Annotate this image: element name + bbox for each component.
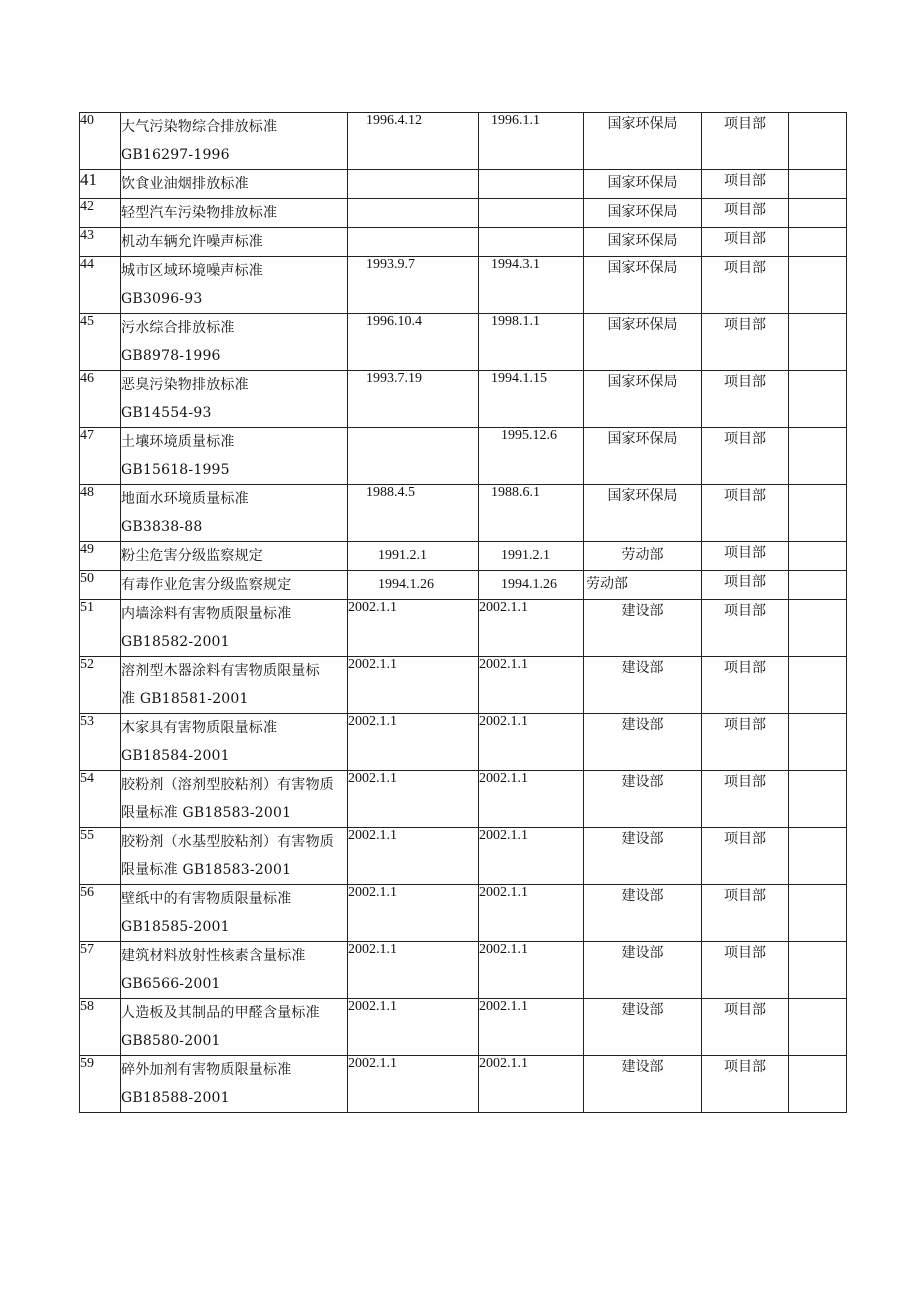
row-number (80, 600, 121, 657)
issuing-department (584, 657, 702, 714)
effective-date (479, 885, 584, 942)
issue-date (348, 885, 479, 942)
remarks-cell (789, 771, 847, 828)
responsible-party (702, 828, 789, 885)
standard-code-line2: 限量标准 GB18583-2001 (121, 805, 292, 821)
row-number (80, 199, 121, 228)
row-number (80, 228, 121, 257)
standard-code-line2: GB8978-1996 (121, 348, 221, 364)
standards-table (79, 112, 847, 1113)
issuing-department-text: 劳动部 (621, 547, 664, 563)
remarks-cell (789, 657, 847, 714)
issue-date (348, 600, 479, 657)
issuing-department (584, 999, 702, 1056)
responsible-party-text: 项目部 (724, 774, 766, 790)
responsible-party (702, 428, 789, 485)
row-number-text: 57 (80, 942, 94, 957)
effective-date (479, 257, 584, 314)
remarks-cell (789, 113, 847, 170)
standard-code-line2: 限量标准 GB18583-2001 (121, 862, 292, 878)
standard-name-line1: 城市区域环境噪声标准 (121, 263, 263, 279)
standard-name (121, 714, 348, 771)
table-row (80, 714, 847, 771)
issuing-department (584, 485, 702, 542)
issue-date (348, 228, 479, 257)
row-number-text: 42 (80, 199, 94, 214)
row-number-text: 56 (80, 885, 94, 900)
row-number-text: 41 (80, 170, 97, 189)
effective-date (479, 485, 584, 542)
responsible-party-text: 项目部 (724, 202, 766, 218)
issuing-department-text: 国家环保局 (607, 260, 678, 276)
remarks-cell (789, 371, 847, 428)
issue-date (348, 828, 479, 885)
standard-code-line2: GB18585-2001 (121, 919, 230, 935)
responsible-party (702, 228, 789, 257)
issuing-department (584, 542, 702, 571)
issuing-department-text: 国家环保局 (607, 116, 678, 132)
issuing-department-text: 建设部 (621, 774, 664, 790)
issue-date-text: 1996.4.12 (366, 113, 422, 128)
issuing-department-text: 国家环保局 (607, 488, 678, 504)
standard-name-line1: 饮食业油烟排放标准 (121, 176, 249, 192)
issuing-department (584, 257, 702, 314)
row-number-text: 59 (80, 1056, 94, 1071)
remarks-cell (789, 170, 847, 199)
remarks-cell (789, 999, 847, 1056)
effective-date-text: 2002.1.1 (479, 828, 528, 843)
row-number-text: 52 (80, 657, 94, 672)
effective-date-text: 2002.1.1 (479, 885, 528, 900)
responsible-party (702, 257, 789, 314)
row-number-text: 51 (80, 600, 94, 615)
table-row (80, 228, 847, 257)
row-number-text: 43 (80, 228, 94, 243)
row-number (80, 828, 121, 885)
standard-name (121, 600, 348, 657)
effective-date (479, 600, 584, 657)
effective-date-text: 1996.1.1 (491, 113, 540, 128)
standard-code-line2: 准 GB18581-2001 (121, 691, 249, 707)
remarks-cell (789, 228, 847, 257)
standard-name-line1: 土壤环境质量标准 (121, 434, 235, 450)
effective-date (479, 542, 584, 571)
issue-date-text: 1994.1.26 (378, 577, 434, 592)
standard-name (121, 942, 348, 999)
effective-date (479, 371, 584, 428)
remarks-cell (789, 828, 847, 885)
standard-name (121, 542, 348, 571)
standard-name-line1: 有毒作业危害分级监察规定 (121, 577, 292, 593)
issue-date-text: 2002.1.1 (348, 657, 397, 672)
row-number-text: 44 (80, 257, 94, 272)
issuing-department (584, 571, 702, 600)
row-number (80, 485, 121, 542)
responsible-party (702, 1056, 789, 1113)
issue-date-text: 2002.1.1 (348, 714, 397, 729)
issue-date-text: 1988.4.5 (366, 485, 415, 500)
row-number (80, 999, 121, 1056)
issuing-department (584, 714, 702, 771)
issuing-department (584, 428, 702, 485)
effective-date-text: 2002.1.1 (479, 999, 528, 1014)
standard-name (121, 828, 348, 885)
issuing-department-text: 劳动部 (586, 576, 628, 592)
standard-name-line1: 木家具有害物质限量标准 (121, 720, 278, 736)
responsible-party-text: 项目部 (724, 317, 766, 333)
responsible-party-text: 项目部 (724, 831, 766, 847)
row-number (80, 714, 121, 771)
standard-code-line2: GB8580-2001 (121, 1033, 221, 1049)
standards-table-body (80, 113, 847, 1113)
responsible-party (702, 542, 789, 571)
issuing-department-text: 国家环保局 (607, 175, 678, 191)
effective-date (479, 428, 584, 485)
remarks-cell (789, 714, 847, 771)
standard-code-line2: GB16297-1996 (121, 147, 230, 163)
responsible-party (702, 571, 789, 600)
issuing-department (584, 942, 702, 999)
issuing-department-text: 建设部 (621, 1002, 664, 1018)
standard-name-line1: 恶臭污染物排放标准 (121, 377, 249, 393)
issuing-department (584, 771, 702, 828)
effective-date-text: 1994.1.15 (491, 371, 547, 386)
effective-date-text: 1994.3.1 (491, 257, 540, 272)
row-number-text: 58 (80, 999, 94, 1014)
issuing-department (584, 314, 702, 371)
issuing-department-text: 国家环保局 (607, 204, 678, 220)
effective-date-text: 1991.2.1 (501, 548, 550, 563)
issuing-department-text: 国家环保局 (607, 374, 678, 390)
responsible-party-text: 项目部 (724, 888, 766, 904)
remarks-cell (789, 1056, 847, 1113)
responsible-party-text: 项目部 (724, 116, 766, 132)
effective-date (479, 657, 584, 714)
standard-name (121, 657, 348, 714)
standard-name (121, 571, 348, 600)
effective-date (479, 170, 584, 199)
responsible-party-text: 项目部 (724, 945, 766, 961)
standard-name (121, 314, 348, 371)
effective-date (479, 942, 584, 999)
issuing-department (584, 885, 702, 942)
effective-date-text: 1995.12.6 (501, 428, 557, 443)
row-number (80, 428, 121, 485)
responsible-party (702, 657, 789, 714)
responsible-party (702, 600, 789, 657)
remarks-cell (789, 571, 847, 600)
remarks-cell (789, 257, 847, 314)
responsible-party (702, 371, 789, 428)
standard-code-line2: GB14554-93 (121, 405, 212, 421)
row-number-text: 46 (80, 371, 94, 386)
issue-date-text: 2002.1.1 (348, 771, 397, 786)
table-row (80, 113, 847, 170)
effective-date (479, 571, 584, 600)
standard-name-line1: 建筑材料放射性核素含量标准 (121, 948, 306, 964)
issuing-department-text: 建设部 (621, 888, 664, 904)
responsible-party (702, 714, 789, 771)
effective-date (479, 828, 584, 885)
table-row (80, 314, 847, 371)
table-row (80, 199, 847, 228)
standard-name-line1: 人造板及其制品的甲醛含量标准 (121, 1005, 320, 1021)
standard-code-line2: GB18584-2001 (121, 748, 230, 764)
row-number-text: 49 (80, 542, 94, 557)
effective-date-text: 2002.1.1 (479, 942, 528, 957)
issuing-department-text: 建设部 (621, 945, 664, 961)
responsible-party (702, 113, 789, 170)
row-number-text: 55 (80, 828, 94, 843)
responsible-party-text: 项目部 (724, 545, 766, 561)
standard-name (121, 170, 348, 199)
table-row (80, 542, 847, 571)
issue-date-text: 2002.1.1 (348, 828, 397, 843)
responsible-party (702, 199, 789, 228)
table-row (80, 771, 847, 828)
table-row (80, 428, 847, 485)
standard-name-line1: 污水综合排放标准 (121, 320, 235, 336)
responsible-party-text: 项目部 (724, 374, 766, 390)
row-number (80, 314, 121, 371)
standard-name (121, 1056, 348, 1113)
row-number-text: 54 (80, 771, 94, 786)
issue-date-text: 2002.1.1 (348, 600, 397, 615)
issue-date (348, 657, 479, 714)
issue-date-text: 2002.1.1 (348, 885, 397, 900)
standard-name-line1: 大气污染物综合排放标准 (121, 119, 278, 135)
effective-date-text: 2002.1.1 (479, 771, 528, 786)
responsible-party-text: 项目部 (724, 574, 766, 590)
responsible-party-text: 项目部 (724, 231, 766, 247)
issue-date (348, 257, 479, 314)
standard-name (121, 371, 348, 428)
issuing-department (584, 228, 702, 257)
standard-name-line1: 粉尘危害分级监察规定 (121, 548, 263, 564)
issuing-department (584, 828, 702, 885)
standard-name-line1: 内墙涂料有害物质限量标准 (121, 606, 292, 622)
row-number (80, 771, 121, 828)
issue-date (348, 199, 479, 228)
row-number (80, 170, 121, 199)
row-number (80, 1056, 121, 1113)
row-number-text: 48 (80, 485, 94, 500)
row-number-text: 53 (80, 714, 94, 729)
effective-date (479, 228, 584, 257)
row-number (80, 257, 121, 314)
standard-name-line1: 碎外加剂有害物质限量标准 (121, 1062, 292, 1078)
issue-date (348, 771, 479, 828)
issue-date (348, 113, 479, 170)
standard-name (121, 257, 348, 314)
responsible-party-text: 项目部 (724, 1002, 766, 1018)
issuing-department (584, 170, 702, 199)
issuing-department (584, 199, 702, 228)
remarks-cell (789, 314, 847, 371)
responsible-party (702, 885, 789, 942)
row-number-text: 45 (80, 314, 94, 329)
responsible-party-text: 项目部 (724, 717, 766, 733)
standard-name-line1: 胶粉剂（水基型胶粘剂）有害物质 (121, 834, 334, 850)
standard-name (121, 771, 348, 828)
issuing-department-text: 建设部 (621, 831, 664, 847)
row-number-text: 47 (80, 428, 94, 443)
responsible-party (702, 942, 789, 999)
remarks-cell (789, 885, 847, 942)
remarks-cell (789, 942, 847, 999)
effective-date (479, 314, 584, 371)
issuing-department (584, 113, 702, 170)
issuing-department-text: 建设部 (621, 603, 664, 619)
effective-date (479, 1056, 584, 1113)
row-number (80, 657, 121, 714)
row-number (80, 942, 121, 999)
table-row (80, 942, 847, 999)
effective-date (479, 999, 584, 1056)
standard-name (121, 885, 348, 942)
effective-date-text: 2002.1.1 (479, 714, 528, 729)
effective-date (479, 714, 584, 771)
standard-name (121, 199, 348, 228)
responsible-party-text: 项目部 (724, 431, 766, 447)
issuing-department-text: 建设部 (621, 660, 664, 676)
issue-date (348, 999, 479, 1056)
effective-date-text: 1988.6.1 (491, 485, 540, 500)
row-number-text: 40 (80, 113, 94, 128)
standard-name-line1: 轻型汽车污染物排放标准 (121, 205, 278, 221)
standard-name (121, 999, 348, 1056)
effective-date (479, 771, 584, 828)
standard-name-line1: 机动车辆允许噪声标准 (121, 234, 263, 250)
table-row (80, 571, 847, 600)
responsible-party-text: 项目部 (724, 1059, 766, 1075)
issuing-department-text: 建设部 (621, 717, 664, 733)
issue-date-text: 2002.1.1 (348, 942, 397, 957)
table-row (80, 1056, 847, 1113)
table-row (80, 371, 847, 428)
issue-date (348, 371, 479, 428)
row-number (80, 113, 121, 170)
issuing-department (584, 600, 702, 657)
effective-date (479, 199, 584, 228)
responsible-party-text: 项目部 (724, 173, 766, 189)
effective-date-text: 1994.1.26 (501, 577, 557, 592)
responsible-party (702, 314, 789, 371)
responsible-party-text: 项目部 (724, 488, 766, 504)
issue-date-text: 1996.10.4 (366, 314, 422, 329)
table-row (80, 885, 847, 942)
standard-name-line1: 壁纸中的有害物质限量标准 (121, 891, 292, 907)
standard-code-line2: GB3096-93 (121, 291, 203, 307)
responsible-party (702, 170, 789, 199)
table-row (80, 828, 847, 885)
standard-code-line2: GB15618-1995 (121, 462, 230, 478)
standard-name-line1: 溶剂型木器涂料有害物质限量标 (121, 663, 320, 679)
remarks-cell (789, 542, 847, 571)
effective-date-text: 2002.1.1 (479, 1056, 528, 1071)
responsible-party (702, 771, 789, 828)
issue-date (348, 428, 479, 485)
issuing-department-text: 国家环保局 (607, 233, 678, 249)
effective-date (479, 113, 584, 170)
issue-date (348, 485, 479, 542)
effective-date-text: 2002.1.1 (479, 600, 528, 615)
table-row (80, 600, 847, 657)
responsible-party (702, 999, 789, 1056)
standard-name (121, 228, 348, 257)
standard-name-line1: 地面水环境质量标准 (121, 491, 249, 507)
issue-date (348, 714, 479, 771)
standard-code-line2: GB3838-88 (121, 519, 203, 535)
row-number-text: 50 (80, 571, 94, 586)
issuing-department (584, 1056, 702, 1113)
table-row (80, 999, 847, 1056)
issue-date (348, 1056, 479, 1113)
table-row (80, 170, 847, 199)
standard-name-line1: 胶粉剂（溶剂型胶粘剂）有害物质 (121, 777, 334, 793)
issuing-department-text: 国家环保局 (607, 431, 678, 447)
issuing-department (584, 371, 702, 428)
standard-code-line2: GB18588-2001 (121, 1090, 230, 1106)
issue-date (348, 542, 479, 571)
remarks-cell (789, 600, 847, 657)
responsible-party-text: 项目部 (724, 603, 766, 619)
table-row (80, 657, 847, 714)
table-row (80, 257, 847, 314)
standard-code-line2: GB6566-2001 (121, 976, 221, 992)
effective-date-text: 1998.1.1 (491, 314, 540, 329)
issue-date-text: 1993.7.19 (366, 371, 422, 386)
issuing-department-text: 国家环保局 (607, 317, 678, 333)
responsible-party-text: 项目部 (724, 260, 766, 276)
row-number (80, 371, 121, 428)
remarks-cell (789, 199, 847, 228)
remarks-cell (789, 428, 847, 485)
issue-date-text: 1991.2.1 (378, 548, 427, 563)
issue-date-text: 2002.1.1 (348, 1056, 397, 1071)
issue-date (348, 571, 479, 600)
standard-name (121, 485, 348, 542)
responsible-party (702, 485, 789, 542)
issuing-department-text: 建设部 (621, 1059, 664, 1075)
row-number (80, 571, 121, 600)
standard-name (121, 428, 348, 485)
issue-date (348, 170, 479, 199)
standard-name (121, 113, 348, 170)
issue-date (348, 314, 479, 371)
standard-code-line2: GB18582-2001 (121, 634, 230, 650)
effective-date-text: 2002.1.1 (479, 657, 528, 672)
row-number (80, 885, 121, 942)
issue-date-text: 2002.1.1 (348, 999, 397, 1014)
row-number (80, 542, 121, 571)
table-row (80, 485, 847, 542)
remarks-cell (789, 485, 847, 542)
issue-date-text: 1993.9.7 (366, 257, 415, 272)
issue-date (348, 942, 479, 999)
responsible-party-text: 项目部 (724, 660, 766, 676)
